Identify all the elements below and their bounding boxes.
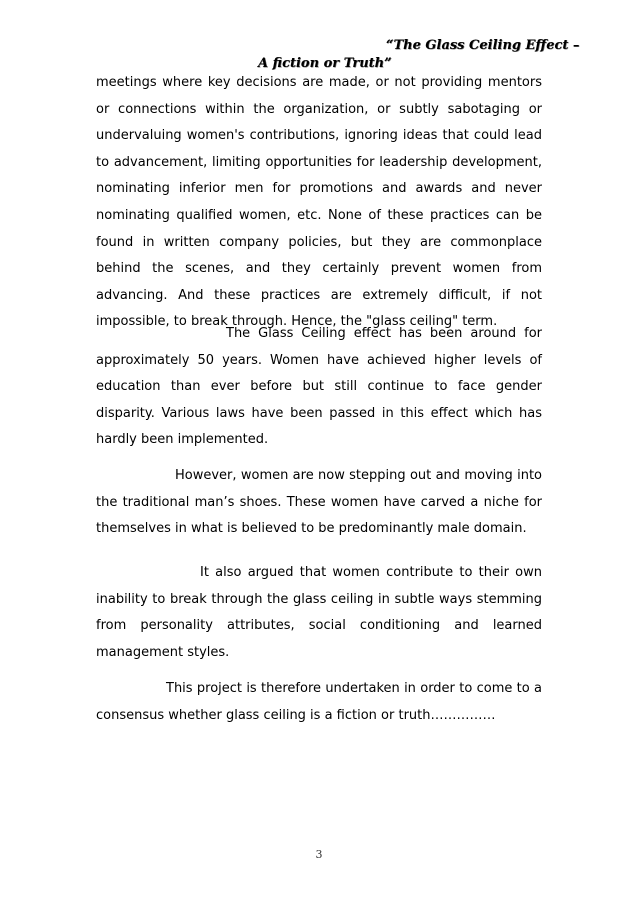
paragraph-3: However, women are now stepping out and moving into the traditional man’s shoes. These women have carved a niche for themselves in what is believed to be predominantly male domain. xyxy=(96,468,542,537)
paragraph-1: meetings where key decisions are made, or not providing mentors or connections within the organization, or subtly sabotaging or undervaluing women's contributions, ignoring ideas that could lead to advancement, limiting opportunities for leadership development, nominating inferior men for promotions and awards and never nominating qualified women, etc. None of these practices can be found in written company policies, but they are commonplace behind the scenes, and they certainly prevent women from advancing. And these practices are extremely difficult, if not impossible, to break through. Hence, the "glass ceiling" term. xyxy=(96,75,542,330)
paragraph-2: The Glass Ceiling effect has been around for approximately 50 years. Women have achieved higher levels of education than ever before but still continue to face gender disparity. Various laws have been passed in this effect which has hardly been implemented. xyxy=(96,326,542,448)
header-title-line2: A fiction or Truth” xyxy=(258,56,392,71)
header-title-line1: “The Glass Ceiling Effect – xyxy=(386,38,580,53)
page-number: 3 xyxy=(315,848,323,861)
paragraph-5: This project is therefore undertaken in order to come to a consensus whether glass ceiling is a fiction or truth…………… xyxy=(96,681,542,723)
paragraph-4: It also argued that women contribute to their own inability to break through the glass ceiling in subtle ways stemming from personality attributes, social conditioning and learned management styles. xyxy=(96,565,542,660)
